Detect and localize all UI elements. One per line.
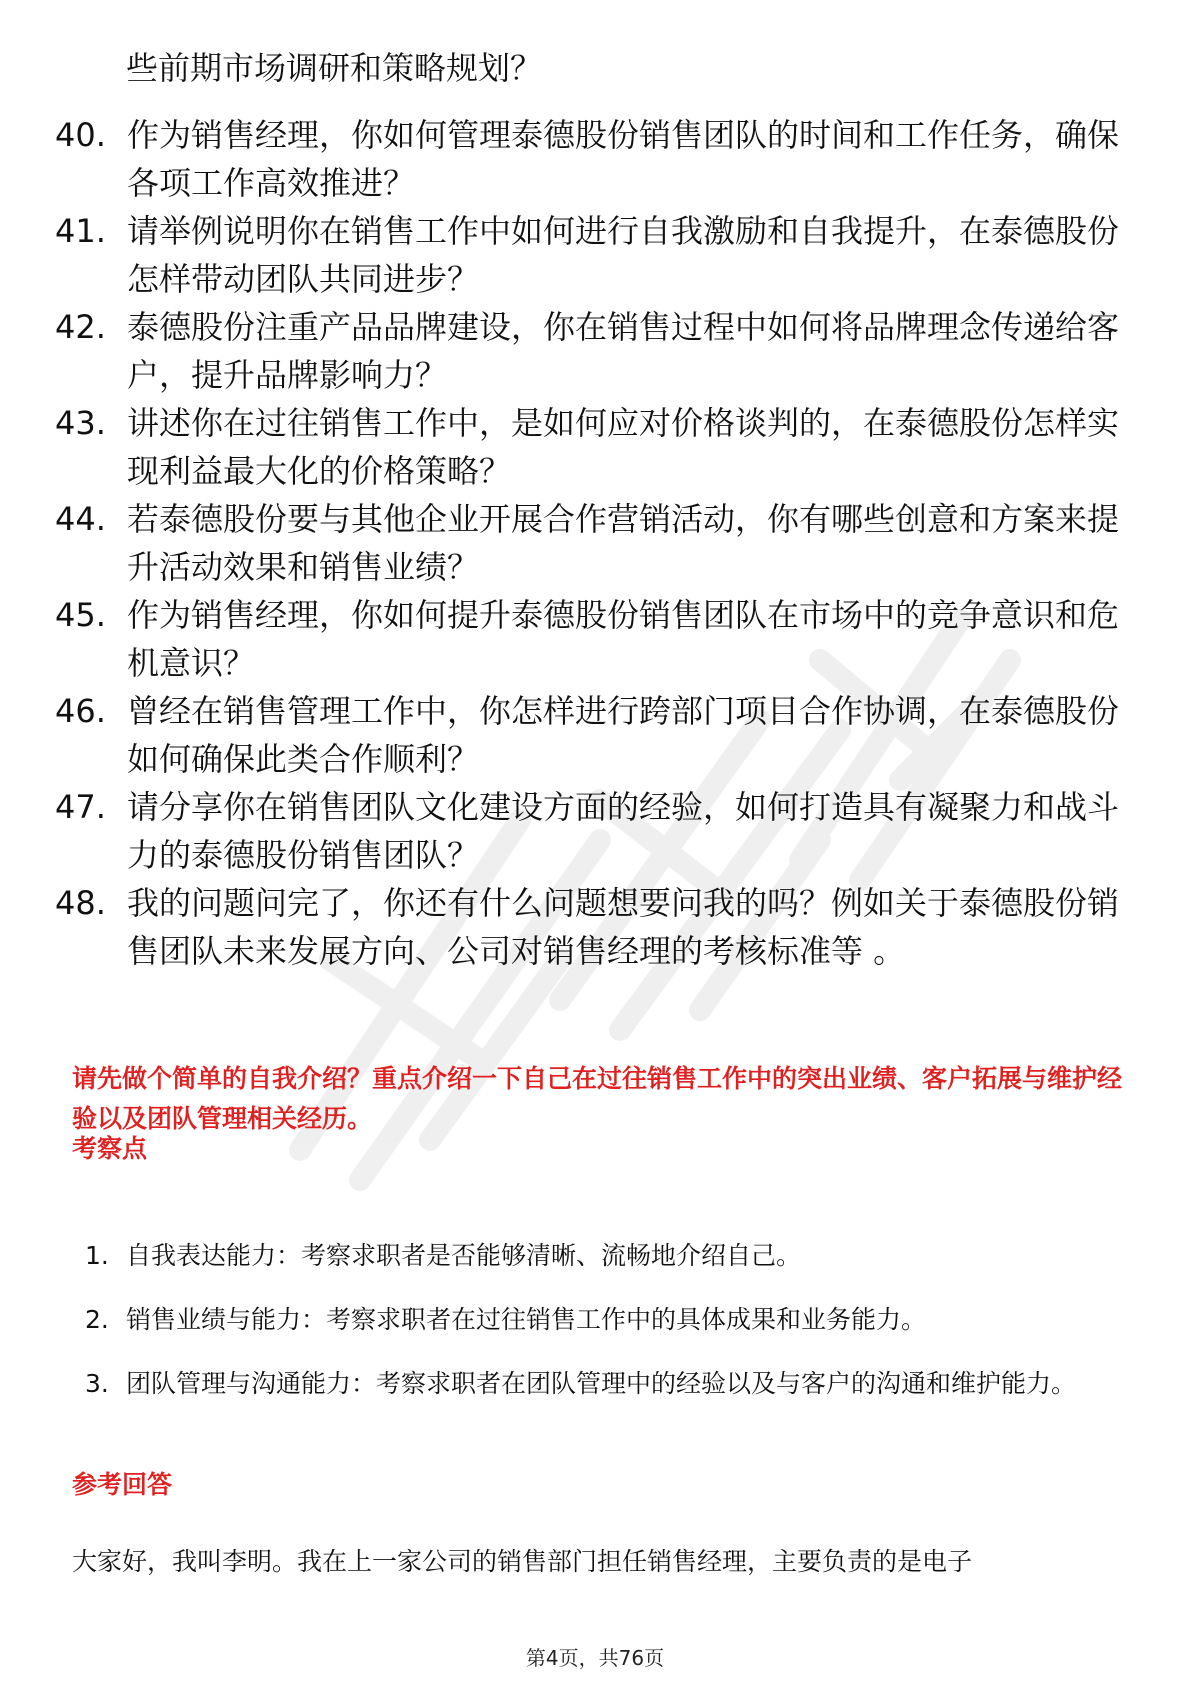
intro-question: 请先做个简单的自我介绍？重点介绍一下自己在过往销售工作中的突出业绩、客户拓展与维护经验以及团队管理相关经历。 <box>72 1064 1123 1133</box>
page-footer: 第4页，共76页 <box>525 1646 665 1670</box>
question-number: 48. <box>55 884 106 922</box>
question-text: 曾经在销售管理工作中，你怎样进行跨部门项目合作协调，在泰德股份如何确保此类合作顺利？ <box>127 692 1120 778</box>
question-number: 46. <box>55 692 106 730</box>
question-text: 作为销售经理，你如何提升泰德股份销售团队在市场中的竞争意识和危机意识？ <box>127 596 1120 682</box>
list-item <box>85 1288 1135 1352</box>
question-number: 44. <box>55 500 106 538</box>
assessment-list <box>85 1224 1135 1416</box>
point-number: 3. <box>85 1369 109 1398</box>
question-number: 41. <box>55 212 106 250</box>
list-item <box>85 1224 1135 1288</box>
list-item <box>55 591 1135 687</box>
question-number: 47. <box>55 788 106 826</box>
list-item <box>55 111 1135 207</box>
point-text: 自我表达能力：考察求职者是否能够清晰、流畅地介绍自己。 <box>126 1241 802 1270</box>
question-text: 我的问题问完了，你还有什么问题想要问我的吗？例如关于泰德股份销售团队未来发展方向、公司对销售经理的考核标准等 。 <box>127 884 1120 970</box>
list-item <box>55 687 1135 783</box>
answer-heading: 参考回答 <box>72 1470 173 1499</box>
list-item <box>55 303 1135 399</box>
answer-text: 大家好，我叫李明。我在上一家公司的销售部门担任销售经理，主要负责的是电子 <box>72 1547 973 1576</box>
list-item <box>55 399 1135 495</box>
question-number: 42. <box>55 308 106 346</box>
question-number: 43. <box>55 404 106 442</box>
list-item <box>55 207 1135 303</box>
question-number: 45. <box>55 596 106 634</box>
point-number: 2. <box>85 1305 109 1334</box>
assessment-heading: 考察点 <box>72 1134 148 1163</box>
question-text: 若泰德股份要与其他企业开展合作营销活动，你有哪些创意和方案来提升活动效果和销售业绩？ <box>127 500 1120 586</box>
list-item <box>55 879 1135 975</box>
list-item <box>55 495 1135 591</box>
question-number: 40. <box>55 116 106 154</box>
question-list <box>55 111 1135 975</box>
question-text: 请分享你在销售团队文化建设方面的经验，如何打造具有凝聚力和战斗力的泰德股份销售团队？ <box>127 788 1120 874</box>
point-text: 团队管理与沟通能力：考察求职者在团队管理中的经验以及与客户的沟通和维护能力。 <box>126 1369 1077 1398</box>
point-number: 1. <box>85 1241 109 1270</box>
question-text: 请举例说明你在销售工作中如何进行自我激励和自我提升，在泰德股份怎样带动团队共同进步？ <box>127 212 1120 298</box>
question-text: 泰德股份注重产品品牌建设，你在销售过程中如何将品牌理念传递给客户，提升品牌影响力？ <box>127 308 1120 394</box>
point-text: 销售业绩与能力：考察求职者在过往销售工作中的具体成果和业务能力。 <box>126 1305 927 1334</box>
list-item <box>85 1352 1135 1416</box>
question-text: 作为销售经理，你如何管理泰德股份销售团队的时间和工作任务，确保各项工作高效推进？ <box>127 116 1120 202</box>
continuation-line: 些前期市场调研和策略规划？ <box>126 49 543 87</box>
question-text: 讲述你在过往销售工作中，是如何应对价格谈判的，在泰德股份怎样实现利益最大化的价格策略？ <box>127 404 1120 490</box>
list-item <box>55 783 1135 879</box>
